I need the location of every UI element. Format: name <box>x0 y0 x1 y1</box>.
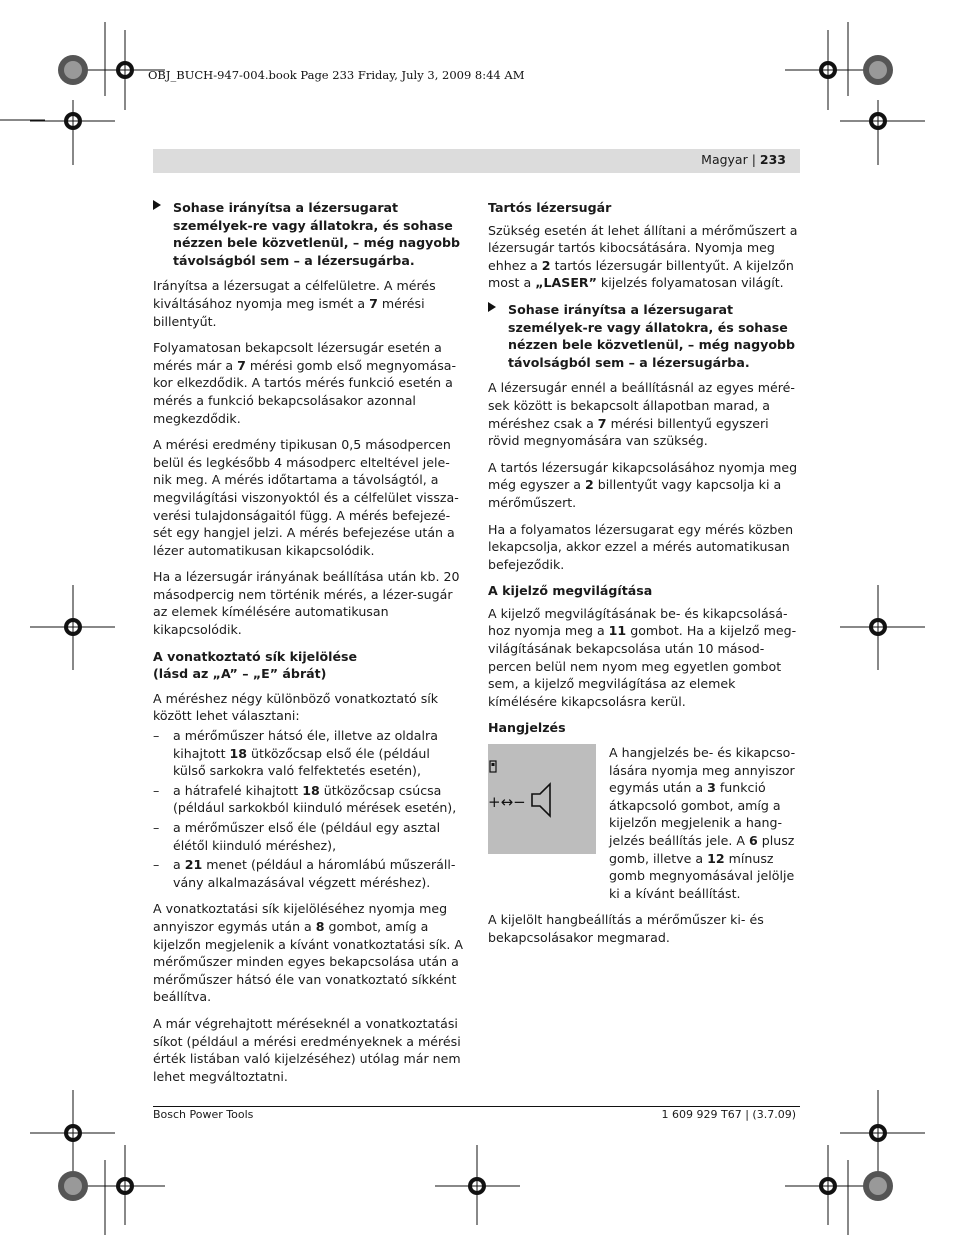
section-heading: A vonatkoztató sík kijelölése (lásd az „A” – „E” ábrát) <box>153 648 358 682</box>
beep-instructions: A hangjelzés be- és kikapcso-lására nyomja meg annyiszor egymás után a 3 funkció átkapcsoló gombot, amíg a kijelzőn megjelenik a hang-jelzés beállítás jele. A 6 plusz gomb, illetve a 12 mínusz gomb megnyomásával jelölje ki a kívánt beállítást. <box>609 745 796 901</box>
page-number: 233 <box>759 152 786 167</box>
footer-doc-number: 1 609 929 T67 | (3.7.09) <box>661 1108 796 1121</box>
beep-section <box>488 744 800 902</box>
paragraph: A már végrehajtott méréseknél a vonatkoztatási síkot (például a mérési eredményeknek a mérési érték listában való kijelzéséhez) utólag már nem lehet megváltoztatni. <box>153 1015 461 1084</box>
reference-plane-list <box>153 727 465 891</box>
list-item: – a mérőműszer hátsó éle, illetve az oldalra kihajtott 18 ütközőcsap első éle (például külső sarkokra való felfektetés esetén), <box>153 728 438 779</box>
paragraph: Ha a lézersugár irányának beállítása után kb. 20 másodpercig nem történik mérés, a lézer-sugár az elemek kímélésére automatikusan kikapcsolódik. <box>153 569 460 638</box>
laser-warning <box>153 199 465 269</box>
section-heading: A kijelző megvilágítása <box>488 583 653 599</box>
list-item: – a 21 menet (például a háromlábú műszeráll-vány alkalmazásával végzett méréshez). <box>153 857 456 890</box>
footer-publisher: Bosch Power Tools <box>153 1108 254 1121</box>
paragraph: A mérési eredmény tipikusan 0,5 másodpercen belül és legkésőbb 4 másodperc elteltével jele-nik meg. A mérés időtartama a távolságtól, a megvilágítási viszonyoktól és a célfelület vissza-verési tulajdonságaitól függ. A mérés befejezé-sét egy hangjel jelzi. A mérés befejezése után a lézer automatikusan kikapcsolódik. <box>153 437 459 558</box>
paragraph: A vonatkoztatási sík kijelöléséhez nyomja meg annyiszor egymás után a 8 gombot, amíg a kijelzőn megjelenik a kívánt vonatkoztatási sík. A mérőműszer minden egyes bekapcsolása után a mérőműszer hátsó éle van vonatkoztató síkként beállítva. <box>153 901 464 1005</box>
section-heading: Tartós lézersugár <box>488 200 612 215</box>
laser-warning-text: Sohase irányítsa a lézersugarat személyek-re vagy állatokra, és sohase nézzen bele közvetlenül, – még nagyobb távolságból sem – a lézersugárba. <box>173 200 461 268</box>
right-column <box>488 199 800 956</box>
speaker-display-icon <box>488 744 596 854</box>
header-separator: | <box>747 152 760 167</box>
paragraph: Folyamatosan bekapcsolt lézersugár esetén a mérés már a 7 mérési gomb első megnyomása-kor elkezdődik. A tartós mérés funkció esetén a mérés a funkció bekapcsolásakor azonnal megkezdődik. <box>153 340 457 426</box>
paragraph: A kijelölt hangbeállítás a mérőműszer ki- és bekapcsolásakor megmarad. <box>488 912 764 945</box>
paragraph: A lézersugár ennél a beállításnál az egyes méré-sek között is bekapcsolt állapotban marad, a méréshez csak a 7 mérési billentyű egyszeri rövid megnyomására van szükség. <box>488 380 795 449</box>
plus-minus-symbol: +↔− <box>488 793 526 812</box>
paragraph: Ha a folyamatos lézersugarat egy mérés közben lekapcsolja, akkor ezzel a mérés automatikusan befejeződik. <box>488 521 794 572</box>
book-file-info: OBJ_BUCH-947-004.book Page 233 Friday, July 3, 2009 8:44 AM <box>148 68 525 82</box>
footer-rule <box>153 1106 800 1107</box>
paragraph: Szükség esetén át lehet állítani a mérőműszert a lézersugár tartós kibocsátására. Nyomja meg ehhez a 2 tartós lézersugár billentyűt. A kijelzőn most a „LASER” kijelzés folyamatosan világít. <box>488 222 798 291</box>
beep-display-illustration <box>488 744 596 854</box>
warning-triangle-icon <box>153 200 161 210</box>
paragraph: A tartós lézersugár kikapcsolásához nyomja meg még egyszer a 2 billentyűt vagy kapcsolja ki a mérőműszert. <box>488 459 798 510</box>
left-column <box>153 199 465 1094</box>
warning-triangle-icon <box>488 302 496 312</box>
page-header-bar <box>153 149 800 173</box>
page-header <box>701 152 786 167</box>
paragraph: Irányítsa a lézersugat a célfelületre. A mérés kiváltásához nyomja meg ismét a 7 mérési billentyűt. <box>153 278 436 329</box>
laser-warning <box>488 301 800 371</box>
section-heading: Hangjelzés <box>488 720 566 736</box>
header-language: Magyar <box>701 152 748 167</box>
paragraph: A méréshez négy különböző vonatkoztató sík között lehet választani: <box>153 690 439 724</box>
laser-warning-text: Sohase irányítsa a lézersugarat személyek-re vagy állatokra, és sohase nézzen bele közvetlenül, – még nagyobb távolságból sem – a lézersugárba. <box>508 301 796 370</box>
list-item: – a mérőműszer első éle (például egy asztal élétől kiinduló méréshez), <box>153 820 441 853</box>
paragraph: A kijelző megvilágításának be- és kikapcsolásá-hoz nyomja meg a 11 gombot. Ha a kijelző meg-világításának bekapcsolása után 10 másod-percen belül nem nyom meg egyetlen gombot sem, a kijelző megvilágítása az elemek kímélésére kikapcsolásra kerül. <box>488 605 797 709</box>
list-item: – a hátrafelé kihajtott 18 ütközőcsap csúcsa (például sarkokból kiinduló mérések esetén), <box>153 782 457 816</box>
